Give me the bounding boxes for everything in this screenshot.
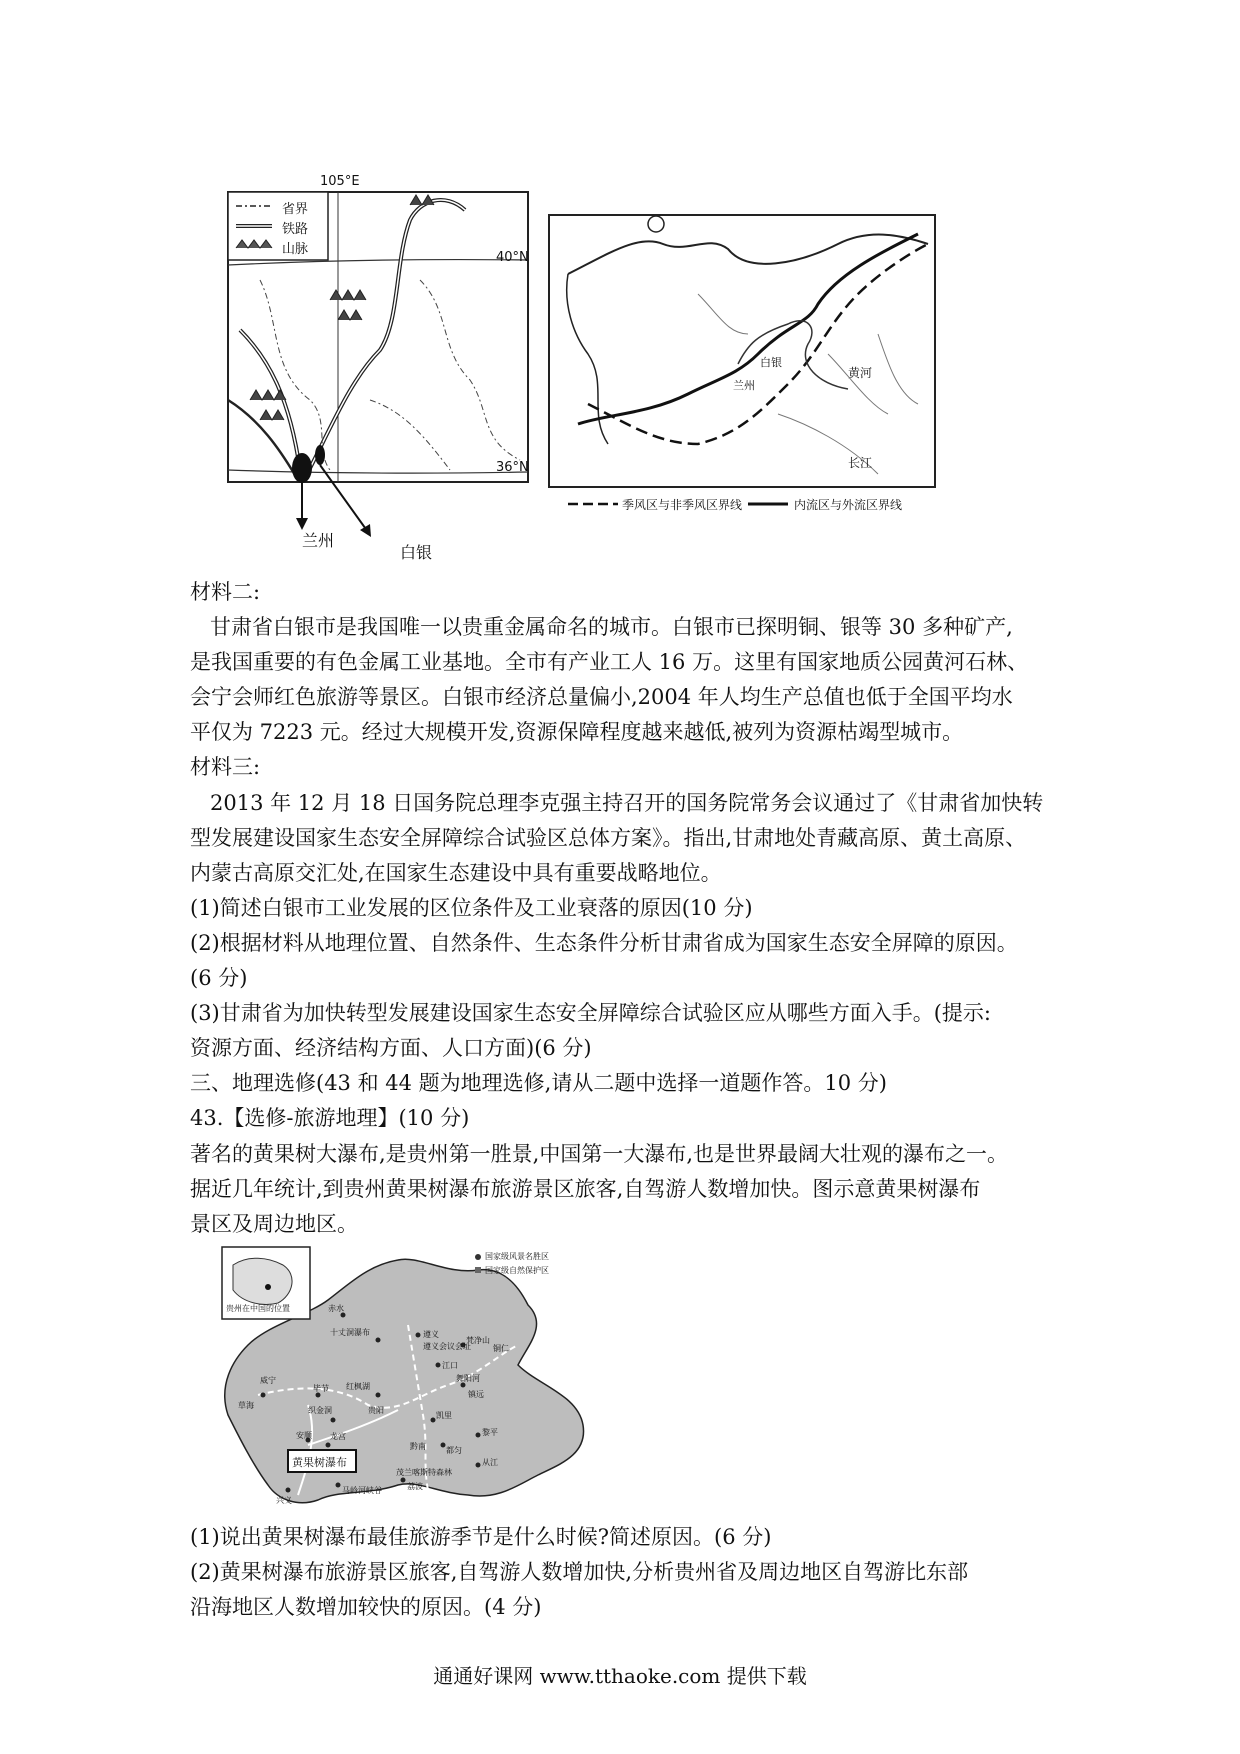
place-label: 江口 (442, 1361, 458, 1370)
place-label: 都匀 (446, 1446, 462, 1455)
place-label: 梵净山 (466, 1336, 490, 1345)
place-label: 贵阳 (368, 1406, 384, 1415)
map-gansu-graphic (220, 170, 540, 560)
place-label: 赤水 (328, 1304, 344, 1313)
q43-line: 著名的黄果树大瀑布,是贵州第一胜景,中国第一大瀑布,也是世界最阔大壮观的瀑布之一。 (190, 1142, 1009, 1166)
material3-line: 型发展建设国家生态安全屏障综合试验区总体方案》。指出,甘肃地处青藏高原、黄土高原、 (190, 826, 1027, 850)
material2-line: 是我国重要的有色金属工业基地。全市有产业工人 16 万。这里有国家地质公园黄河石林、 (190, 650, 1029, 674)
legend-province: 省界 (282, 202, 309, 217)
q43-line: 景区及周边地区。 (190, 1212, 358, 1236)
place-label: 毕节 (313, 1384, 329, 1393)
city-baiyin: 白银 (400, 543, 433, 562)
place-label: 龙宫 (330, 1432, 346, 1441)
place-label: 草海 (238, 1401, 254, 1410)
map-gansu (220, 170, 540, 560)
place-label: 镇远 (468, 1390, 484, 1399)
q43-question-2: (2)黄果树瀑布旅游景区旅客,自驾游人数增加快,分析贵州省及周边地区自驾游比东部 (190, 1560, 969, 1584)
legend-inland: 内流区与外流区界线 (794, 498, 903, 512)
q43-question-1: (1)说出黄果树瀑布最佳旅游季节是什么时候?简述原因。(6 分) (190, 1525, 772, 1549)
question-3-hint: 资源方面、经济结构方面、人口方面)(6 分) (190, 1036, 592, 1060)
city-lanzhou: 兰州 (302, 531, 335, 550)
legend-mountain: 山脉 (282, 242, 309, 257)
place-label: 从江 (482, 1458, 498, 1467)
section-3-heading: 三、地理选修(43 和 44 题为地理选修,请从二题中选择一道题作答。10 分) (190, 1071, 887, 1095)
material2-line: 甘肃省白银市是我国唯一以贵重金属命名的城市。白银市已探明铜、银等 30 多种矿产, (210, 615, 1013, 639)
label-changjiang: 长江 (848, 456, 873, 470)
place-label: 兴义 (276, 1496, 292, 1505)
material3-title: 材料三: (190, 755, 261, 779)
q43-line: 据近几年统计,到贵州黄果树瀑布旅游景区旅客,自驾游人数增加快。图示意黄果树瀑布 (190, 1177, 981, 1201)
place-label: 红枫湖 (346, 1382, 370, 1391)
place-label: 十丈洞瀑布 (330, 1328, 370, 1337)
material2-line: 平仅为 7223 元。经过大规模开发,资源保障程度越来越低,被列为资源枯竭型城市。 (190, 720, 964, 744)
legend-railway: 铁路 (282, 222, 309, 237)
q43-title: 43.【选修-旅游地理】(10 分) (190, 1106, 470, 1130)
place-label: 铜仁 (493, 1344, 509, 1353)
question-2: (2)根据材料从地理位置、自然条件、生态条件分析甘肃省成为国家生态安全屏障的原因。 (190, 931, 1018, 955)
question-2-score: (6 分) (190, 966, 248, 990)
place-label: 荔波 (407, 1482, 423, 1491)
label-lanzhou: 兰州 (733, 379, 755, 392)
map-china-graphic (548, 214, 938, 514)
map-china-boundaries (548, 214, 938, 514)
legend-scenic: 国家级风景名胜区 (485, 1252, 549, 1261)
lon-label: 105°E (320, 174, 360, 189)
question-1: (1)简述白银市工业发展的区位条件及工业衰落的原因(10 分) (190, 896, 753, 920)
material2-line: 会宁会师红色旅游等景区。白银市经济总量偏小,2004 年人均生产总值也低于全国平均水 (190, 685, 1013, 709)
map-guizhou (218, 1245, 618, 1510)
place-label: 黔南 (410, 1442, 426, 1451)
inset-caption: 贵州在中国的位置 (226, 1304, 290, 1313)
place-label: 织金洞 (308, 1406, 332, 1415)
place-label: 遵义会议会址 (423, 1342, 471, 1351)
place-label: 遵义 (423, 1330, 439, 1339)
label-huanghe: 黄河 (848, 366, 873, 380)
question-3: (3)甘肃省为加快转型发展建设国家生态安全屏障综合试验区应从哪些方面入手。(提示: (190, 1001, 992, 1025)
place-label: 黎平 (482, 1428, 498, 1437)
lat-bottom-label: 36°N (496, 460, 529, 475)
place-label: 安顺 (296, 1431, 312, 1440)
place-label: 马岭河峡谷 (342, 1486, 382, 1495)
footer-source: 通通好课网 www.tthaoke.com 提供下载 (433, 1664, 807, 1688)
place-label: 威宁 (260, 1376, 276, 1385)
place-label: 凯里 (436, 1411, 452, 1420)
lat-top-label: 40°N (496, 250, 529, 265)
place-label: 茂兰喀斯特森林 (396, 1468, 452, 1477)
label-baiyin: 白银 (760, 356, 782, 369)
material3-line: 内蒙古高原交汇处,在国家生态建设中具有重要战略地位。 (190, 861, 722, 885)
place-label: 舞阳河 (456, 1374, 480, 1383)
material3-line: 2013 年 12 月 18 日国务院总理李克强主持召开的国务院常务会议通过了《甘肃省加快转 (210, 791, 1044, 815)
material2-title: 材料二: (190, 580, 261, 604)
highlight-huangguoshu: 黄果树瀑布 (292, 1456, 347, 1469)
legend-monsoon: 季风区与非季风区界线 (622, 498, 743, 512)
q43-question-2-cont: 沿海地区人数增加较快的原因。(4 分) (190, 1595, 542, 1619)
legend-reserve: 国家级自然保护区 (485, 1266, 549, 1275)
